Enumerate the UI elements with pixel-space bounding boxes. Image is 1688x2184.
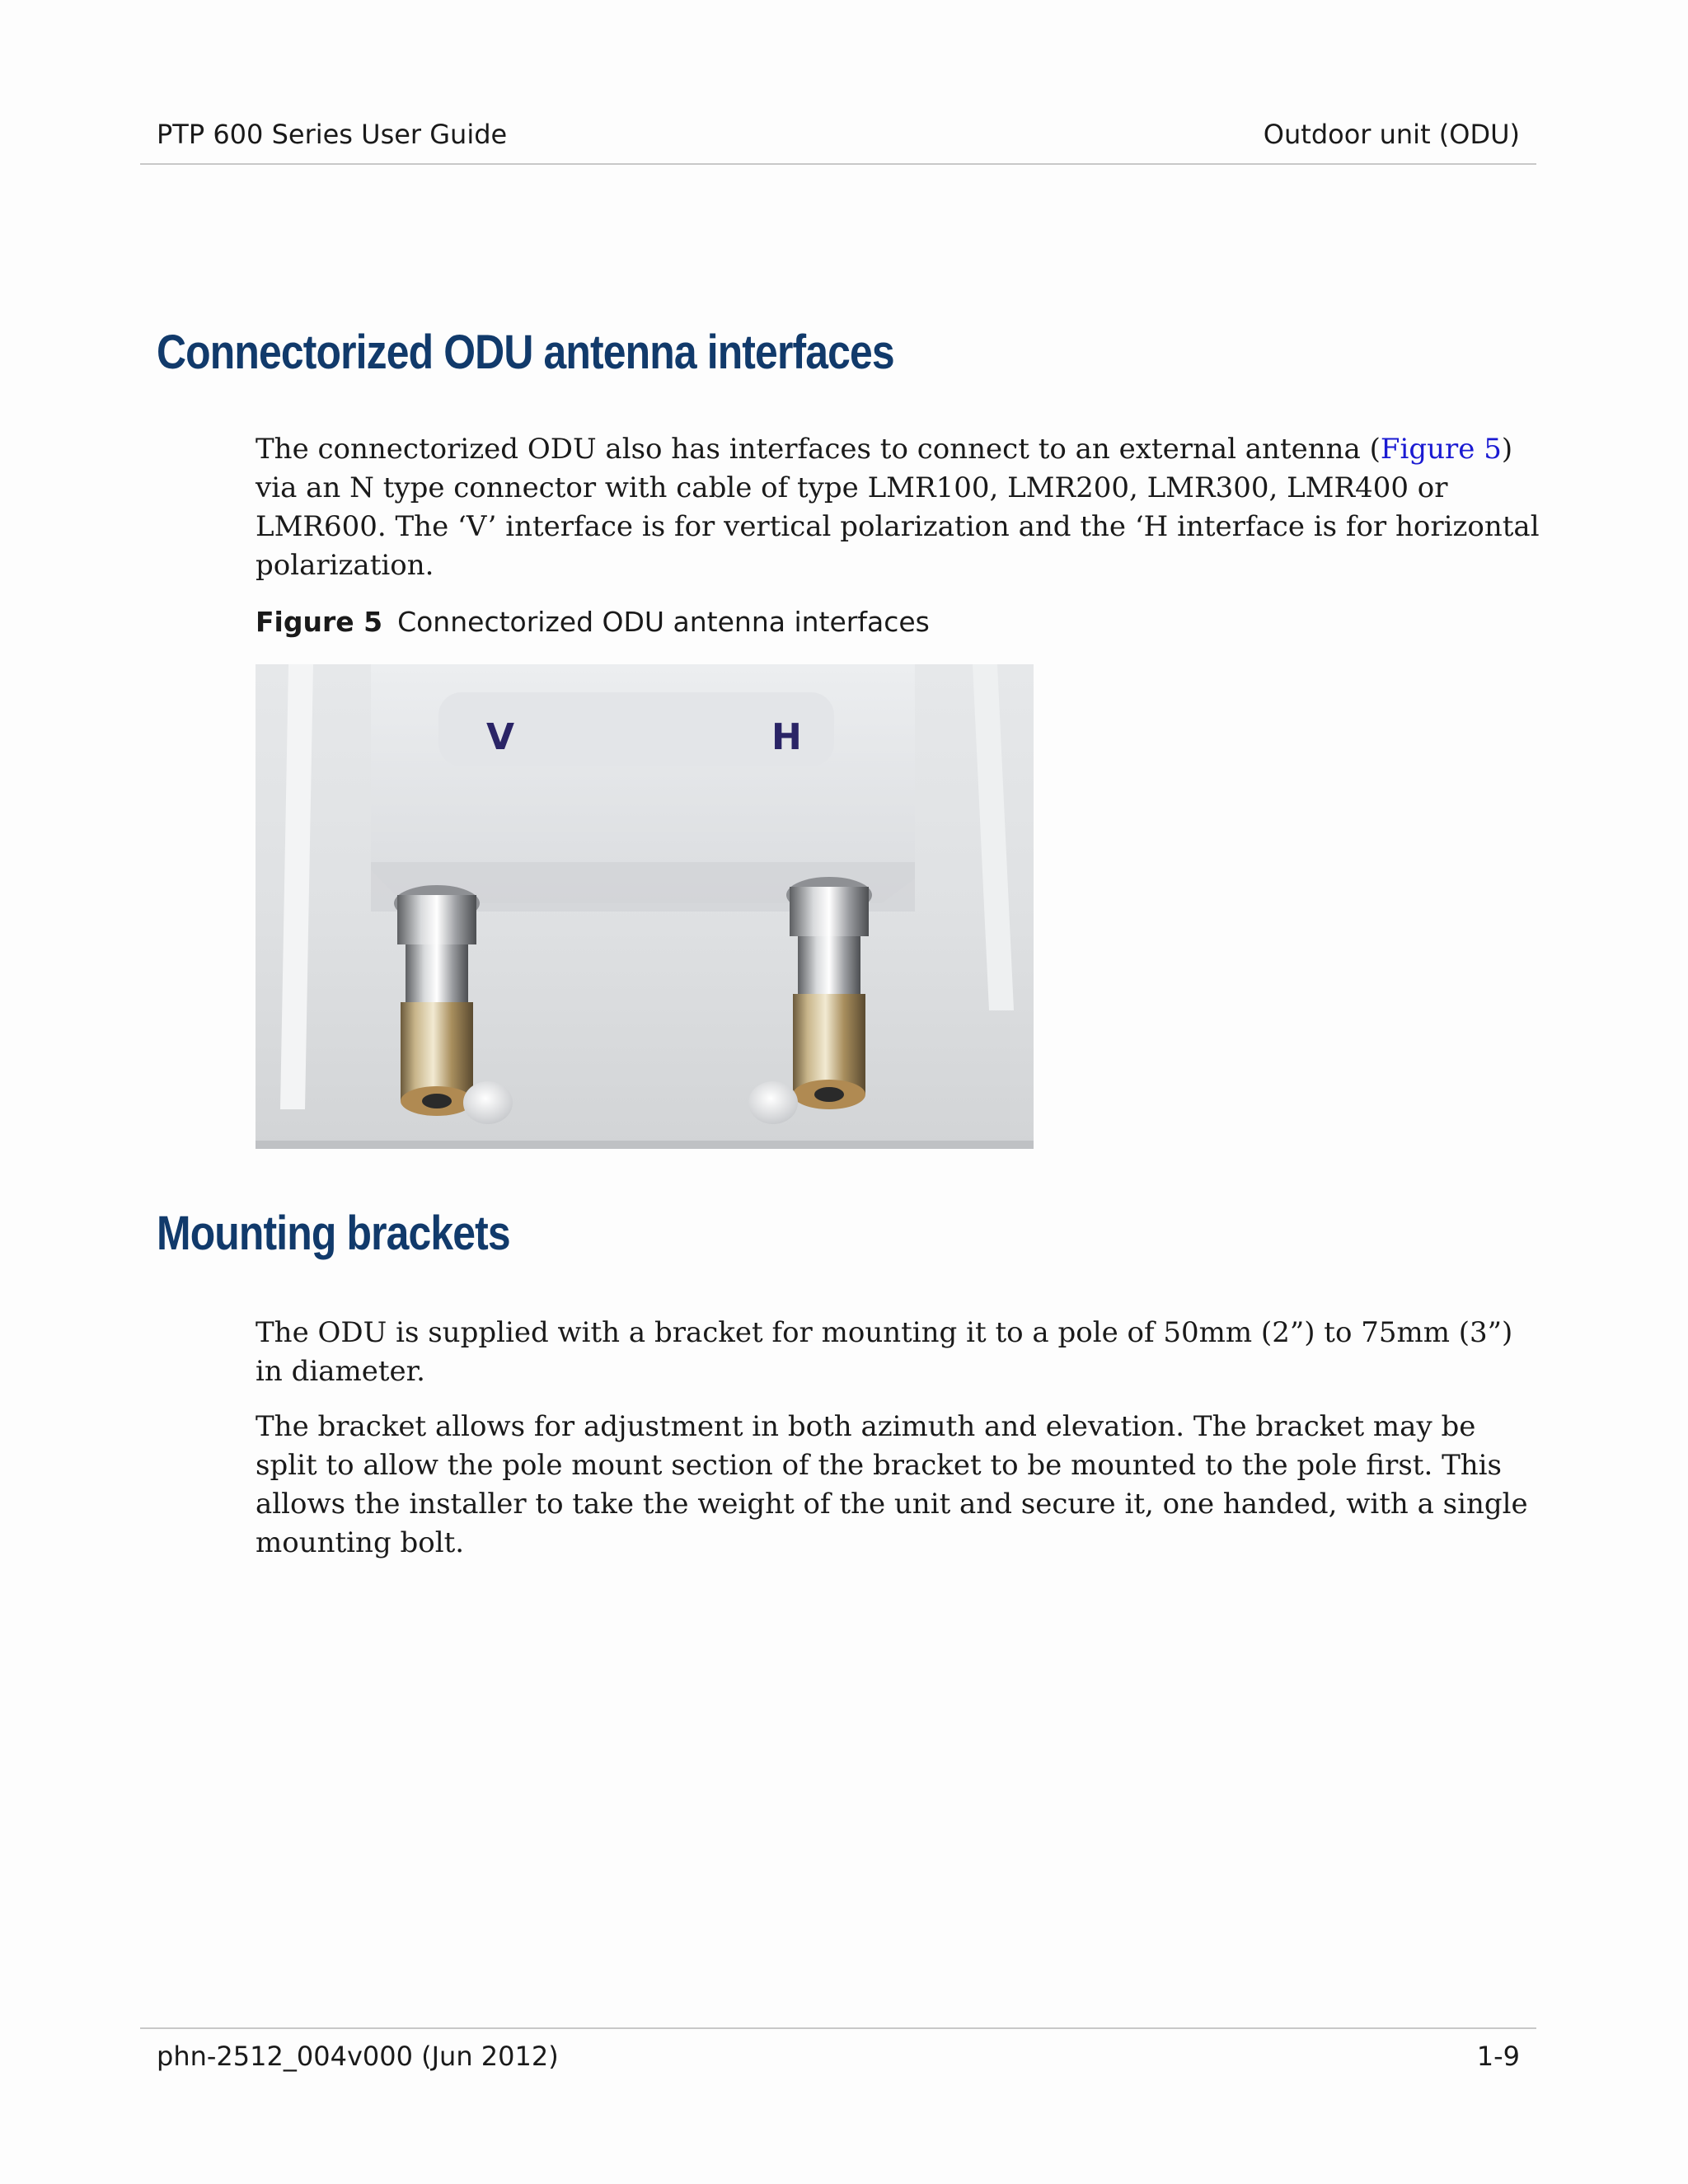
footer-page-number: 1-9 [1476,2041,1520,2072]
mounting-brackets-paragraph-1: The ODU is supplied with a bracket for mounting it to a pole of 50mm (2”) to 75mm (3”) in diameter. [256,1316,1513,1388]
section-heading-mounting-brackets: Mounting brackets [157,1207,510,1260]
section-heading-antenna-interfaces: Connectorized ODU antenna interfaces [157,326,894,379]
figure-caption-text: Connectorized ODU antenna interfaces [397,606,930,638]
page-header [140,110,1536,165]
paragraph-text: ) via an N type connector with cable of type LMR100, LMR200, LMR300, LMR400 or LMR600. The ‘V’ interface is for vertical polarization and the ‘H interface is for horizontal polarization. [256,433,1540,582]
page-footer [140,2027,1536,2087]
h-port-label: H [771,716,802,758]
figure-5-link[interactable]: Figure 5 [1380,433,1502,466]
v-port-label: V [486,716,515,758]
h-connector-icon [786,877,872,1109]
antenna-interfaces-paragraph [256,430,1541,585]
mounting-brackets-paragraph-2: The bracket allows for adjustment in both azimuth and elevation. The bracket may be split to allow the pole mount section of the bracket to be mounted to the pole first. This allows the installer to take the weight of the unit and secure it, one handed, with a single mounting bolt. [256,1410,1528,1559]
footer-document-id: phn-2512_004v000 (Jun 2012) [157,2041,559,2072]
v-connector-icon [394,885,480,1116]
odu-connector-illustration [256,664,1034,1149]
header-chapter-title: Outdoor unit (ODU) [1263,119,1520,150]
antenna-interfaces-photo [256,664,1034,1149]
header-document-title: PTP 600 Series User Guide [157,119,508,150]
paragraph-text: The connectorized ODU also has interfaces to connect to an external antenna ( [256,433,1381,466]
figure-label: Figure 5 [256,606,383,638]
figure-caption [256,606,930,638]
